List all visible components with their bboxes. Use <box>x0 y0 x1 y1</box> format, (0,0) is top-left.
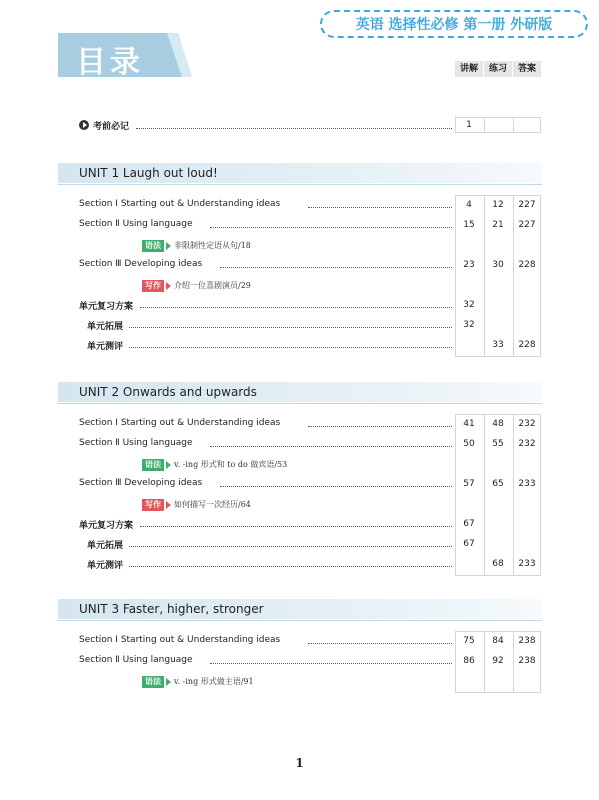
toc-entry-label[interactable]: 单元复习方案 <box>79 521 134 531</box>
grid-divider <box>484 117 485 133</box>
page-title: 目录 <box>76 45 144 80</box>
grid-divider <box>484 414 485 576</box>
writing-badge: 写作 <box>142 499 164 511</box>
page-answer-cell: 227 <box>518 200 536 210</box>
page-answer-cell: 228 <box>518 340 536 350</box>
page-answer-cell: 238 <box>518 656 536 666</box>
badge-arrow-icon <box>166 242 171 250</box>
toc-entry-label[interactable]: Section Ⅰ Starting out & Understanding ideas <box>79 418 281 428</box>
page-practice-cell: 12 <box>492 200 504 210</box>
leader-dots <box>129 327 452 328</box>
intro-label: 考前必记 <box>93 122 130 132</box>
play-bullet-icon <box>79 120 89 130</box>
sub-topic-text: v. -ing 形式做主语/91 <box>174 677 254 686</box>
page-answer-cell: 238 <box>518 636 536 646</box>
sub-topic-text: 非限制性定语从句/18 <box>174 241 251 250</box>
page-grid <box>455 414 541 576</box>
page-lecture-cell: 23 <box>463 260 475 270</box>
toc-entry-label[interactable]: 单元测评 <box>87 561 124 571</box>
toc-entry-label[interactable]: Section Ⅲ Developing ideas <box>79 259 203 269</box>
page-lecture-cell: 67 <box>463 519 475 529</box>
sub-topic-text: 如何描写一次经历/64 <box>174 500 251 509</box>
page-answer-cell: 233 <box>518 479 536 489</box>
grammar-badge: 语法 <box>142 459 164 471</box>
page-practice-cell: 68 <box>492 559 504 569</box>
unit-divider <box>58 620 542 621</box>
grid-divider <box>484 195 485 357</box>
page-practice-cell: 92 <box>492 656 504 666</box>
leader-dots <box>220 267 452 268</box>
page-lecture-cell: 4 <box>466 200 472 210</box>
page-lecture-cell: 75 <box>463 636 475 646</box>
unit-title: UNIT 1 Laugh out loud! <box>79 166 218 180</box>
badge-arrow-icon <box>166 501 171 509</box>
leader-dots <box>129 566 452 567</box>
grid-divider <box>513 631 514 693</box>
leader-dots <box>210 446 452 447</box>
page-lecture-cell: 57 <box>463 479 475 489</box>
page-answer-cell: 232 <box>518 439 536 449</box>
sub-topic-text: v. -ing 形式和 to do 做宾语/53 <box>174 460 288 469</box>
page-lecture-cell: 67 <box>463 539 475 549</box>
toc-entry-label[interactable]: 单元复习方案 <box>79 302 134 312</box>
unit-title: UNIT 2 Onwards and upwards <box>79 385 257 399</box>
col-header-answer: 答案 <box>513 61 541 77</box>
toc-entry-label[interactable]: 单元测评 <box>87 342 124 352</box>
page-cell: 1 <box>466 120 472 130</box>
page-answer-cell: 228 <box>518 260 536 270</box>
leader-dots <box>220 486 452 487</box>
page-grid <box>455 195 541 357</box>
leader-dots <box>140 526 452 527</box>
badge-arrow-icon <box>166 282 171 290</box>
page-practice-cell: 30 <box>492 260 504 270</box>
badge-arrow-icon <box>166 678 171 686</box>
page-practice-cell: 48 <box>492 419 504 429</box>
page-lecture-cell: 86 <box>463 656 475 666</box>
leader-dots <box>308 643 452 644</box>
unit-title: UNIT 3 Faster, higher, stronger <box>79 602 264 616</box>
grammar-badge: 语法 <box>142 676 164 688</box>
toc-entry-label[interactable]: Section Ⅱ Using language <box>79 655 193 665</box>
page-lecture-cell: 41 <box>463 419 475 429</box>
sub-topic-text: 介绍一位喜剧演员/29 <box>174 281 251 290</box>
leader-dots <box>210 227 452 228</box>
page-practice-cell: 21 <box>492 220 504 230</box>
page-number: 1 <box>295 756 304 770</box>
page-lecture-cell: 32 <box>463 320 475 330</box>
unit-divider <box>58 403 542 404</box>
leader-dots <box>308 426 452 427</box>
badge-arrow-icon <box>166 461 171 469</box>
col-header-practice: 练习 <box>484 61 512 77</box>
toc-entry-label[interactable]: Section Ⅱ Using language <box>79 219 193 229</box>
grid-divider <box>513 195 514 357</box>
page-answer-cell: 233 <box>518 559 536 569</box>
grid-divider <box>513 414 514 576</box>
page-answer-cell: 232 <box>518 419 536 429</box>
writing-badge: 写作 <box>142 280 164 292</box>
grid-divider <box>513 117 514 133</box>
grid-divider <box>484 631 485 693</box>
page-practice-cell: 33 <box>492 340 504 350</box>
leader-dots <box>308 207 452 208</box>
leader-dots <box>129 546 452 547</box>
toc-entry-label[interactable]: Section Ⅰ Starting out & Understanding ideas <box>79 199 281 209</box>
page-lecture-cell: 15 <box>463 220 475 230</box>
unit-divider <box>58 184 542 185</box>
page-practice-cell: 55 <box>492 439 504 449</box>
leader-dots <box>210 663 452 664</box>
leader-dots <box>136 128 452 129</box>
toc-entry-label[interactable]: 单元拓展 <box>87 541 124 551</box>
toc-entry-label[interactable]: Section Ⅲ Developing ideas <box>79 478 203 488</box>
leader-dots <box>129 347 452 348</box>
toc-entry-label[interactable]: Section Ⅱ Using language <box>79 438 193 448</box>
page-practice-cell: 65 <box>492 479 504 489</box>
book-title-badge: 英语 选择性必修 第一册 外研版 <box>320 10 588 38</box>
page-grid <box>455 631 541 693</box>
page-lecture-cell: 32 <box>463 300 475 310</box>
leader-dots <box>140 307 452 308</box>
toc-entry-label[interactable]: 单元拓展 <box>87 322 124 332</box>
toc-entry-label[interactable]: Section Ⅰ Starting out & Understanding ideas <box>79 635 281 645</box>
col-header-lecture: 讲解 <box>455 61 483 77</box>
page-practice-cell: 84 <box>492 636 504 646</box>
page-answer-cell: 227 <box>518 220 536 230</box>
grammar-badge: 语法 <box>142 240 164 252</box>
page-lecture-cell: 50 <box>463 439 475 449</box>
